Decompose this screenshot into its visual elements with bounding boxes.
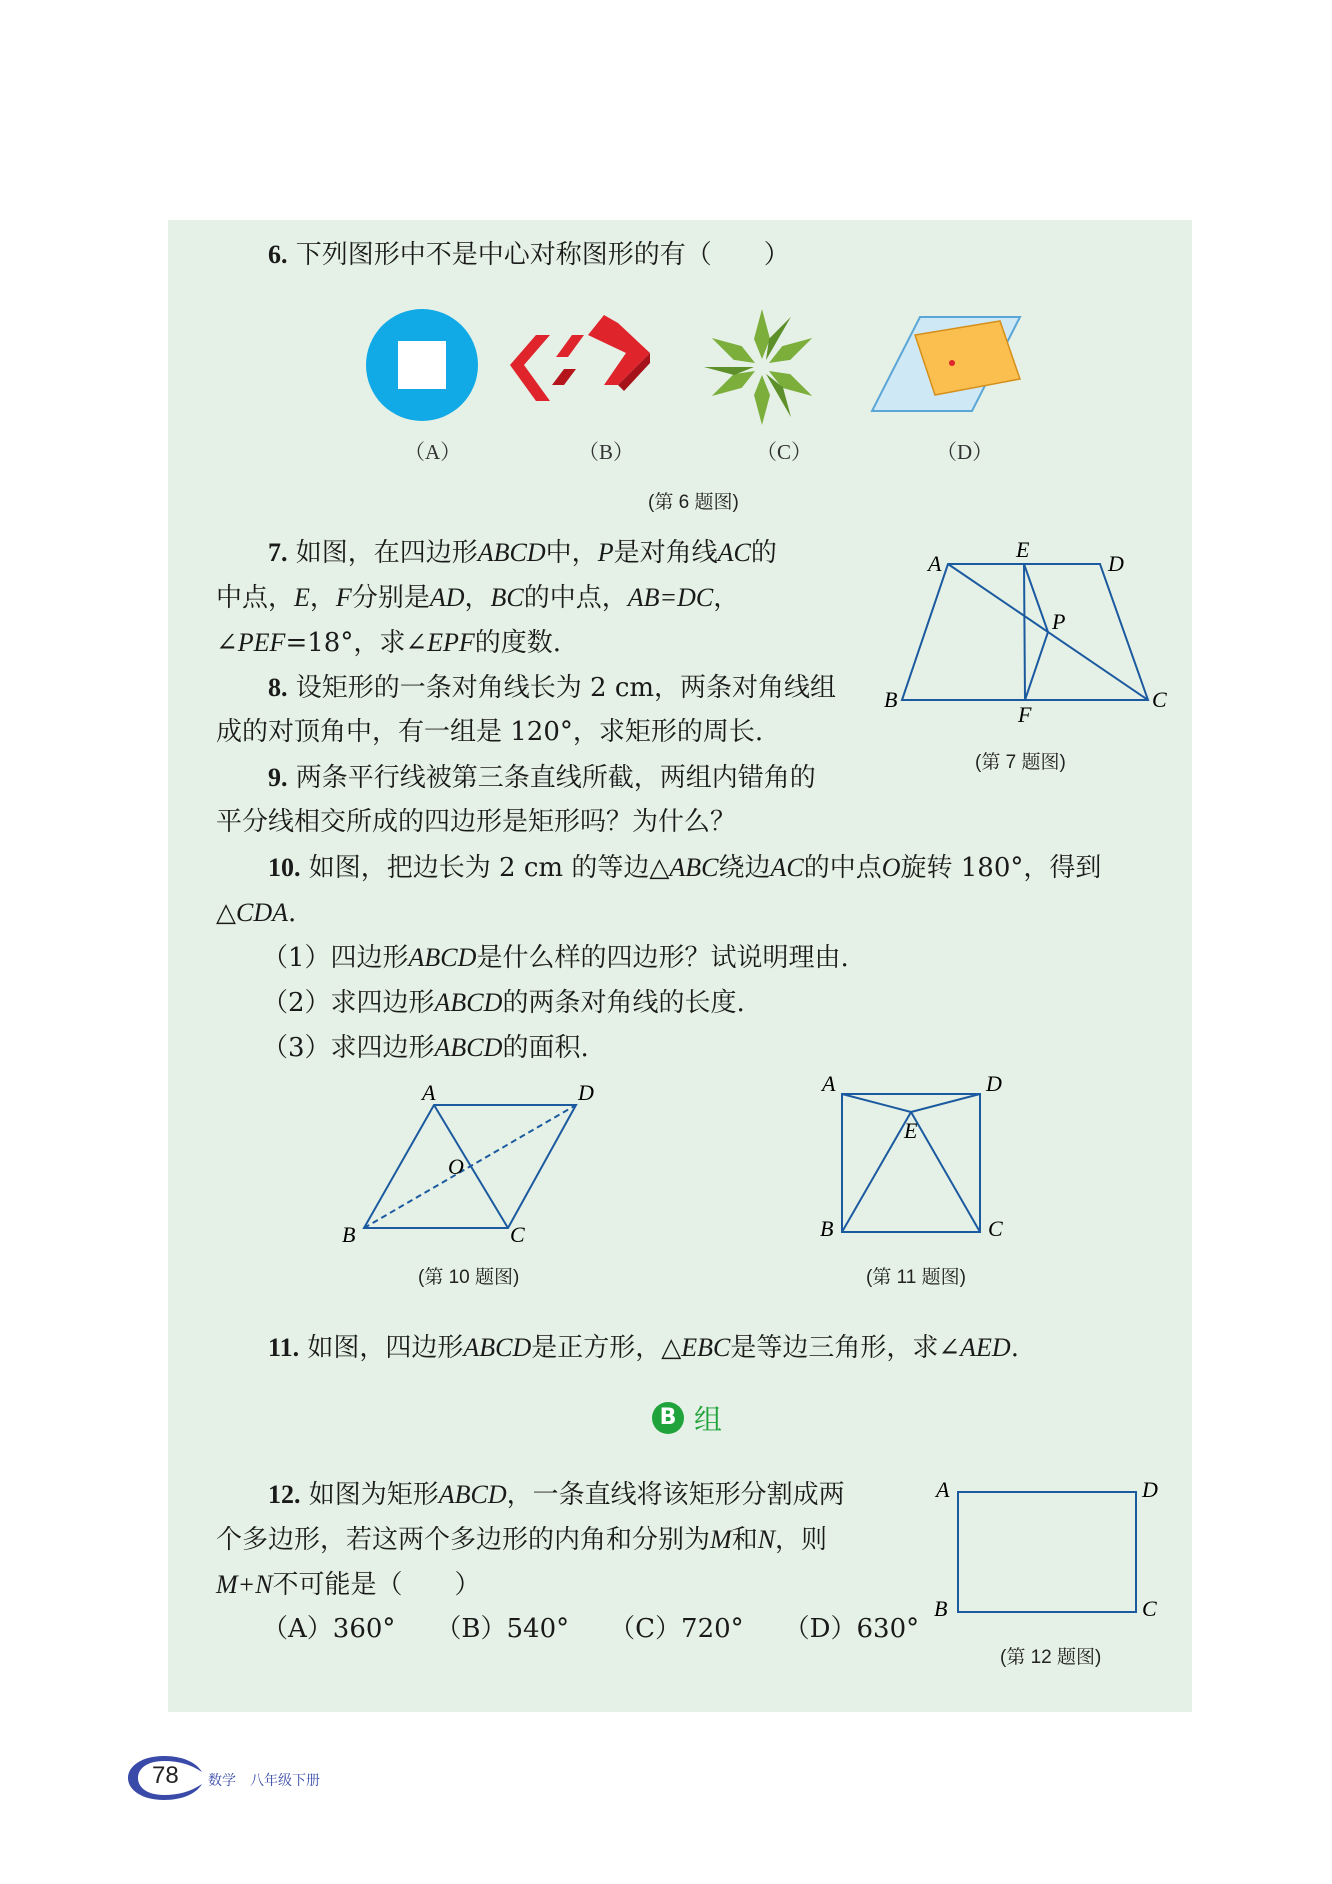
q10-caption: (第 10 题图) (418, 1267, 520, 1288)
q10-text: 的两条对角线的长度. (502, 988, 745, 1018)
q6-figures (360, 305, 1060, 435)
q12-text: 如图为矩形 (308, 1480, 439, 1510)
choice-c: （C）720° (609, 1614, 744, 1644)
q7-label-c: C (1152, 687, 1167, 712)
q11-caption: (第 11 题图) (866, 1267, 966, 1288)
q10-label-o: O (448, 1154, 464, 1179)
q7-label-d: D (1108, 551, 1124, 576)
q10-text: 旋转 180°，得到 (900, 853, 1102, 883)
option-b-figure (510, 315, 650, 401)
q7-text: 的中点， (523, 583, 628, 613)
q7-var: AB=DC (627, 583, 714, 612)
q7-var: EPF (427, 628, 475, 657)
q10-var: ABCD (434, 1033, 503, 1062)
q10-label-d: D (578, 1080, 594, 1105)
q10-sub-1 (262, 935, 849, 981)
q7-label-e: E (1016, 540, 1030, 562)
q7-var: BC (490, 583, 524, 612)
q12-line-1 (268, 1472, 845, 1518)
q10-number: 10. (268, 853, 301, 882)
q12-caption: (第 12 题图) (1000, 1647, 1102, 1668)
option-b-label: （B） (578, 440, 635, 464)
q7-var: E (294, 583, 310, 612)
q7-text: 分别是 (351, 583, 430, 613)
q7-var: AC (717, 538, 751, 567)
q7-text: 的度数. (474, 628, 562, 658)
q12-text: 不可能是（ ） (272, 1570, 481, 1600)
q7-var: F (335, 583, 352, 612)
q12-var: M+N (216, 1570, 273, 1599)
q7-var: PEF (237, 628, 286, 657)
q8-text: 设矩形的一条对角线长为 2 cm，两条对角线组 (295, 673, 837, 703)
q10-sub-2 (262, 980, 745, 1026)
q7-line-2 (216, 575, 739, 621)
q12-choices (262, 1607, 919, 1652)
q7-text: 是对角线 (613, 538, 718, 568)
q10-text: 的面积. (502, 1033, 589, 1063)
q10-text: （3）求四边形 (262, 1033, 435, 1063)
q10-label-b: B (342, 1222, 356, 1247)
q9-text: 两条平行线被第三条直线所截，两组内错角的 (295, 763, 816, 793)
choice-d: （D）630° (783, 1614, 920, 1644)
page-number: 78 (152, 1762, 179, 1789)
q10-text: 绕边 (718, 853, 771, 883)
q11-figure (808, 1070, 1028, 1250)
q9-line-2: 平分线相交所成的四边形是矩形吗？为什么？ (216, 807, 737, 837)
q12-number: 12. (268, 1480, 301, 1509)
book-title: 数学 八年级下册 (208, 1773, 320, 1789)
q12-label-d: D (1142, 1477, 1158, 1502)
q11-text: 是等边三角形，求∠ (730, 1333, 961, 1363)
q7-var: P (597, 538, 614, 567)
q11-label-c: C (988, 1216, 1003, 1241)
q10-label-a: A (422, 1080, 436, 1105)
q9-number: 9. (268, 763, 288, 792)
choice-a: （A）360° (262, 1614, 396, 1644)
q7-text: 的 (750, 538, 777, 568)
q7-var: ABCD (477, 538, 546, 567)
option-c-label: （C） (756, 440, 813, 464)
q11-var: AED (960, 1333, 1011, 1362)
q10-text: 如图，把边长为 2 cm 的等边△ (308, 853, 670, 883)
q7-label-f: F (1018, 702, 1032, 727)
q11-text: . (1010, 1333, 1019, 1363)
q12-var: N (757, 1525, 776, 1554)
option-d-label: （D） (936, 440, 994, 464)
q12-label-a: A (936, 1477, 950, 1502)
q7-text: ， (713, 583, 740, 613)
q7-text: ， (464, 583, 491, 613)
q7-label-a: A (928, 551, 942, 576)
q6-text (268, 232, 790, 278)
q10-text: （2）求四边形 (262, 988, 435, 1018)
q11-line (268, 1325, 1019, 1371)
q7-text: 中点， (216, 583, 295, 613)
q6-number: 6. (268, 240, 288, 269)
q12-line-2 (216, 1517, 827, 1563)
q10-var: O (881, 853, 901, 882)
q10-text: . (288, 898, 297, 928)
q11-label-e: E (904, 1118, 918, 1143)
q7-text: ∠ (216, 628, 238, 658)
q6-question: 下列图形中不是中心对称图形的有（ ） (295, 240, 790, 270)
q10-text: △ (216, 898, 236, 928)
q12-text: 个多边形，若这两个多边形的内角和分别为 (216, 1525, 711, 1555)
group-b-badge: B (652, 1402, 684, 1434)
q6-caption: (第 6 题图) (648, 492, 739, 513)
q11-label-d: D (986, 1071, 1002, 1096)
q7-line-1 (268, 530, 777, 576)
q11-number: 11. (268, 1333, 300, 1362)
q7-text: =18°，求∠ (285, 628, 428, 658)
q8-line-1 (268, 665, 836, 711)
q11-label-b: B (820, 1216, 834, 1241)
q10-label-c: C (510, 1222, 525, 1247)
q8-line-2: 成的对顶角中，有一组是 120°，求矩形的周长. (216, 717, 764, 747)
q10-figure (340, 1080, 610, 1250)
q10-text: （1）四边形 (262, 943, 409, 973)
q7-line-3 (216, 620, 561, 666)
q12-text: 和 (731, 1525, 758, 1555)
q10-text: 是什么样的四边形？试说明理由. (476, 943, 849, 973)
q12-text: ，一条直线将该矩形分割成两 (506, 1480, 845, 1510)
q7-label-b: B (884, 687, 898, 712)
option-d-figure (872, 317, 1020, 411)
q10-sub-3 (262, 1025, 589, 1071)
option-a-figure (366, 309, 478, 421)
q12-var: ABCD (438, 1480, 507, 1509)
q10-var: ABC (669, 853, 719, 882)
option-a-label: （A） (404, 440, 462, 464)
group-b-label: 组 (694, 1403, 723, 1436)
q10-text: 的中点 (803, 853, 882, 883)
q7-number: 7. (268, 538, 288, 567)
q9-line-1 (268, 755, 816, 801)
q11-label-a: A (822, 1071, 836, 1096)
q12-label-c: C (1142, 1596, 1157, 1620)
q12-var: M (710, 1525, 732, 1554)
q10-var: AC (770, 853, 804, 882)
q7-text: 如图，在四边形 (295, 538, 478, 568)
option-c-figure (704, 309, 816, 425)
q10-var: CDA (236, 898, 288, 927)
q12-line-3 (216, 1562, 481, 1608)
q7-figure (880, 540, 1180, 730)
q11-text: 如图，四边形 (307, 1333, 464, 1363)
q7-caption: (第 7 题图) (975, 752, 1066, 773)
q10-var: ABCD (434, 988, 503, 1017)
q11-text: 是正方形，△ (531, 1333, 682, 1363)
q7-text: ， (309, 583, 336, 613)
q10-line-2 (216, 890, 296, 936)
q7-label-p: P (1052, 609, 1066, 634)
choice-b: （B）540° (435, 1614, 570, 1644)
q7-var: AD (429, 583, 465, 612)
q7-text: 中， (545, 538, 598, 568)
q10-var: ABCD (408, 943, 477, 972)
q11-var: EBC (681, 1333, 731, 1362)
q11-var: ABCD (463, 1333, 532, 1362)
q12-label-b: B (934, 1596, 948, 1620)
q12-figure (930, 1470, 1170, 1620)
q10-line-1 (268, 845, 1101, 891)
q8-number: 8. (268, 673, 288, 702)
q12-text: ，则 (775, 1525, 828, 1555)
